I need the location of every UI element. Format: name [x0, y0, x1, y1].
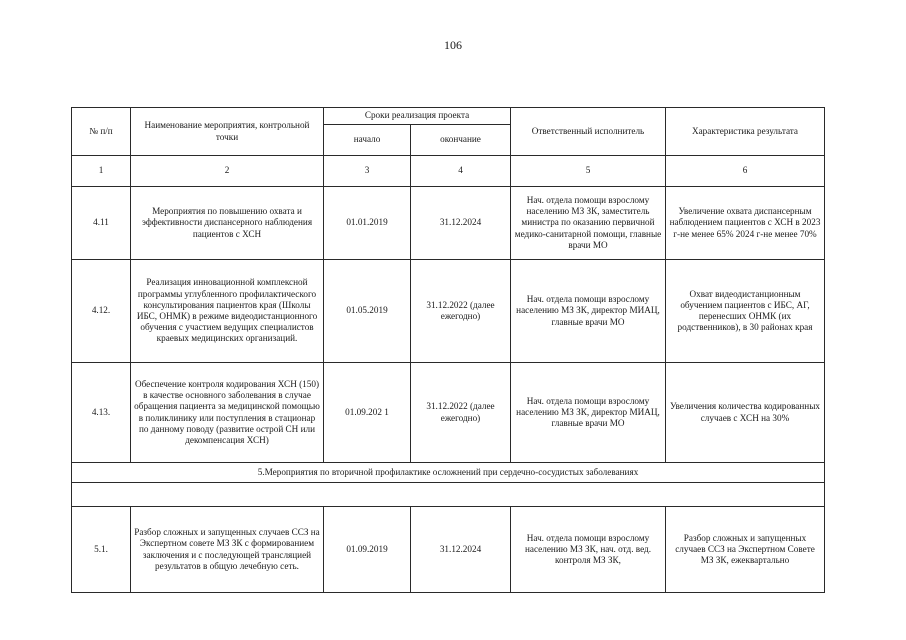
row-name: Разбор сложных и запущенных случаев ССЗ на Экспертном совете МЗ ЗК с формированием заключения и с последующей трансляцией результатов в общую лечебную сеть. — [131, 507, 324, 593]
column-numbers-row — [72, 156, 825, 187]
row-name: Мероприятия по повышению охвата и эффективности диспансерного наблюдения пациентов с ХСН — [131, 187, 324, 260]
table-row — [72, 187, 825, 260]
section-title: 5.Мероприятия по вторичной профилактике осложнений при сердечно-сосудистых заболеваниях — [72, 463, 825, 483]
header-row — [72, 108, 825, 125]
row-name: Обеспечение контроля кодирования ХСН (150) в качестве основного заболевания в случае обращения пациента за медицинской помощью в поликлинику или поступления в стационар по данному поводу (развитие острой СН или декомпенсация ХСН) — [131, 363, 324, 463]
row-responsible: Нач. отдела помощи взрослому населению МЗ ЗК, нач. отд. вед. контроля МЗ ЗК, — [511, 507, 666, 593]
row-end: 31.12.2022 (далее ежегодно) — [411, 363, 511, 463]
header-result: Характеристика результата — [666, 108, 825, 156]
column-number: 2 — [131, 156, 324, 187]
column-number: 3 — [324, 156, 411, 187]
row-responsible: Нач. отдела помощи взрослому населению МЗ ЗК, директор МИАЦ, главные врачи МО — [511, 260, 666, 363]
page-number: 106 — [444, 38, 462, 52]
column-number: 6 — [666, 156, 825, 187]
column-number: 4 — [411, 156, 511, 187]
row-start: 01.09.202 1 — [324, 363, 411, 463]
header-responsible: Ответственный исполнитель — [511, 108, 666, 156]
section-heading-row — [72, 463, 825, 483]
row-end: 31.12.2022 (далее ежегодно) — [411, 260, 511, 363]
row-num: 4.11 — [72, 187, 131, 260]
row-responsible: Нач. отдела помощи взрослому населению МЗ ЗК, директор МИАЦ, главные врачи МО — [511, 363, 666, 463]
row-num: 4.13. — [72, 363, 131, 463]
row-result: Охват видеодистанционным обучением пациентов с ИБС, АГ, перенесших ОНМК (их родственников), в 30 районах края — [666, 260, 825, 363]
header-terms: Сроки реализация проекта — [324, 108, 511, 125]
header-end: окончание — [411, 125, 511, 156]
header-num: № п/п — [72, 108, 131, 156]
row-end: 31.12.2024 — [411, 187, 511, 260]
table-row — [72, 363, 825, 463]
table-row — [72, 507, 825, 593]
header-start: начало — [324, 125, 411, 156]
row-start: 01.09.2019 — [324, 507, 411, 593]
row-result: Увеличения количества кодированных случаев с ХСН на 30% — [666, 363, 825, 463]
row-num: 4.12. — [72, 260, 131, 363]
row-result: Увеличение охвата диспансерным наблюдением пациентов с ХСН в 2023 г-не менее 65% 2024 г-не менее 70% — [666, 187, 825, 260]
blank-cell — [72, 483, 825, 507]
row-result: Разбор сложных и запущенных случаев ССЗ на Экспертном Совете МЗ ЗК, ежеквартально — [666, 507, 825, 593]
blank-row — [72, 483, 825, 507]
row-num: 5.1. — [72, 507, 131, 593]
column-number: 1 — [72, 156, 131, 187]
column-number: 5 — [511, 156, 666, 187]
table-row — [72, 260, 825, 363]
row-start: 01.01.2019 — [324, 187, 411, 260]
row-end: 31.12.2024 — [411, 507, 511, 593]
row-responsible: Нач. отдела помощи взрослому населению МЗ ЗК, заместитель министра по оказанию первичной медико-санитарной помощи, главные врачи МО — [511, 187, 666, 260]
row-name: Реализация инновационной комплексной программы углубленного профилактического консультирования пациентов края (Школы ИБС, ОНМК) в режиме видеодистанционного обучения с участием ведущих специалистов краевых медицинских организаций. — [131, 260, 324, 363]
activities-table — [71, 107, 825, 593]
row-start: 01.05.2019 — [324, 260, 411, 363]
header-name: Наименование мероприятия, контрольной точки — [131, 108, 324, 156]
